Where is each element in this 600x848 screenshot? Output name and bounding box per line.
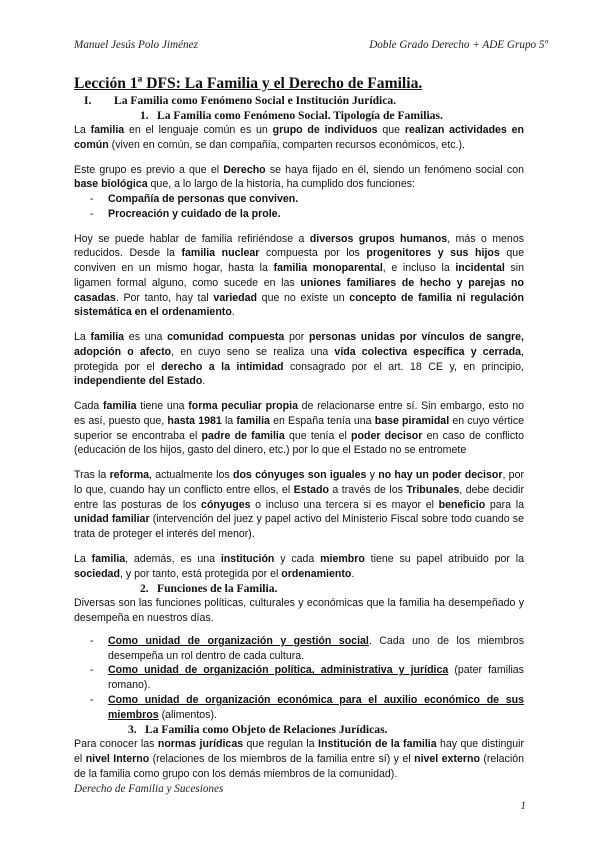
bold-term: miembro (320, 552, 365, 565)
text-run: , además, es una (125, 552, 221, 565)
text-run: Este grupo es previo a que el (74, 163, 224, 176)
text-run: (intervención del juez y papel activo del Ministerio Fiscal sobre todo cuando se trata de proteger el interés del menor). (74, 513, 524, 540)
bold-term: padre de familia (201, 429, 285, 442)
text-run: en cuyo vértice superior se encontraba el (74, 414, 525, 442)
text-run: y cada (274, 552, 321, 565)
bold-term: familia (90, 331, 125, 343)
list-item: - Como unidad de organización y gestión social. Cada uno de los miembros desempeña un rol dentro de cada cultura. (74, 634, 524, 664)
paragraph-6 (74, 468, 524, 542)
text-run: la (221, 414, 237, 427)
text-run: compuesta por los (259, 247, 367, 260)
lesson-title: Lección 1ª DFS: La Familia y el Derecho de Familia. (74, 75, 423, 92)
text-run: . (231, 306, 235, 319)
footer-subject: Derecho de Familia y Sucesiones (74, 783, 224, 795)
bold-term: forma peculiar propia (188, 400, 298, 412)
bold-term: derecho a la intimidad (161, 360, 284, 373)
text-run: tiene su papel atribuido por la (364, 552, 524, 565)
text-run: en España tenía una (269, 414, 375, 427)
text-run: es una (124, 331, 168, 343)
bold-term: familia (91, 552, 126, 565)
text-run: en el lenguaje común es un (124, 124, 273, 136)
text-run: que (377, 124, 405, 136)
text-run: Hoy se puede hablar de familia refiriéndose a (74, 232, 310, 245)
bold-term: institución (220, 552, 275, 565)
text-run: , protegida por el (74, 345, 524, 373)
bold-term: incidental (455, 262, 505, 274)
text-run: en caso de conflicto (educación de los hijos, gasto del dinero, etc.) por lo que el Estado no se entromete (74, 429, 524, 457)
text-run: (relación de la familia como grupo con los demás miembros de la comunidad). (74, 753, 524, 780)
text-run: . (202, 375, 206, 388)
text-run: hay que distinguir el (74, 738, 525, 765)
text-run: La (74, 331, 91, 343)
bold-term: familia monoparental (273, 262, 383, 274)
subsection-number: 2. (140, 582, 149, 596)
bold-term: vida colectiva específica y cerrada (334, 345, 522, 358)
paragraph-1 (74, 123, 524, 153)
text-run: Para conocer las (74, 738, 158, 751)
section-label: La Familia como Fenómeno Social e Institución Jurídica. (114, 94, 397, 107)
subsection-label: La Familia como Objeto de Relaciones Jurídicas. (145, 723, 388, 737)
bold-term: unidad familiar (74, 513, 150, 526)
text-run: sin ligamen formal alguno, como sucede en las (74, 262, 524, 289)
paragraph-2 (74, 163, 524, 193)
section-heading-1 (74, 93, 524, 108)
text-run: que tenía el (284, 429, 352, 442)
text-run: , y por tanto, está protegida por el (119, 567, 282, 580)
section-number: I. (84, 94, 92, 107)
header-author: Manuel Jesús Polo Jiménez (74, 39, 198, 51)
text-run: La (74, 552, 92, 565)
text-run: (relaciones de los miembros de la familia entre sí) y el (149, 753, 415, 765)
text-run: , por lo que, cuando hay un conflicto entre ellos, el (74, 469, 524, 496)
bold-term: base biológica (74, 178, 148, 191)
paragraph-9 (74, 737, 524, 781)
text-run: , más o menos reducidos. Desde la (74, 232, 525, 260)
paragraph-5 (74, 399, 524, 458)
paragraph-7 (74, 552, 524, 582)
bold-term: cónyuges (201, 498, 251, 511)
page-number: 1 (520, 800, 526, 812)
bold-term: no hay un poder decisor (378, 469, 503, 481)
text-run: o incluso una tercera si es mayor el (250, 498, 439, 511)
paragraph-3 (74, 232, 524, 321)
list-item: - Procreación y cuidado de la prole. (74, 207, 524, 222)
paragraph-8: Diversas son las funciones políticas, culturales y económicas que la familia ha desempeñado y desempeña en nuestros días. (74, 597, 524, 624)
text-run: , en cuyo seno se realiza una (171, 345, 335, 358)
bold-term: familia (90, 124, 125, 136)
text-run: , actualmente los (149, 469, 233, 481)
text-run: por (284, 331, 310, 343)
bold-term: realizan actividades en común (74, 124, 524, 151)
text-run: La (74, 124, 91, 136)
subsection-label: Funciones de la Familia. (157, 582, 278, 596)
text-run: , e incluso la (382, 262, 456, 274)
text-run: tiene una (136, 400, 189, 412)
text-run: que no existe un (257, 291, 350, 304)
text-run: , debe decidir entre las posturas de los (74, 483, 524, 511)
bold-term: ordenamiento (281, 567, 352, 580)
document-body (74, 74, 524, 782)
bold-term: progenitores y sus hijos (366, 247, 500, 260)
bold-term: uniones familiares de hecho y parejas no casadas (74, 276, 524, 304)
text-run: que regulan la (243, 738, 319, 751)
bold-term: variedad (213, 291, 257, 304)
text-run: Cada (74, 400, 103, 412)
bold-term: hasta 1981 (167, 414, 222, 427)
bold-term: nivel externo (414, 753, 480, 765)
text-run: (viven en común, se dan compañía, comparten recursos económicos, etc.). (108, 138, 465, 151)
text-run: Tras la (74, 469, 110, 481)
bold-term: comunidad compuesta (167, 331, 285, 343)
bold-term: diversos grupos humanos (309, 232, 448, 245)
roles-list (74, 634, 524, 723)
bold-term: beneficio (438, 498, 486, 511)
subsection-number: 3. (128, 723, 137, 737)
bold-term: normas jurídicas (157, 738, 244, 751)
bold-term: nivel Interno (85, 753, 150, 765)
bold-term: Tribunales (406, 483, 460, 496)
bold-term: independiente del Estado (74, 375, 203, 388)
bold-term: poder decisor (351, 429, 423, 442)
bold-term: Institución de la familia (318, 738, 437, 751)
text-run: que, a lo largo de la historia, ha cumplido dos funciones: (147, 178, 415, 191)
bold-term: grupo de individuos (272, 124, 378, 136)
list-item: - Como unidad de organización económica para el auxilio económico de sus miembros (alimentos). (74, 693, 524, 723)
text-run: consagrado por el art. 18 CE y, en principio, (283, 360, 524, 373)
subsection-label: La Familia como Fenómeno Social. Tipología de Familias. (157, 109, 443, 122)
functions-list (74, 192, 524, 222)
subsection-heading-2 (74, 581, 524, 596)
bold-term: concepto de familia ni regulación sistemática en el ordenamiento (74, 291, 524, 319)
subsection-heading-1 (74, 108, 524, 123)
bold-term: Derecho (223, 163, 266, 176)
bold-term: Estado (293, 483, 329, 496)
subsection-number: 1. (140, 109, 149, 122)
bold-term: base piramidal (374, 414, 450, 427)
header-course: Doble Grado Derecho + ADE Grupo 5º (369, 39, 548, 51)
text-run: para la (485, 498, 524, 511)
text-run: de relacionarse entre sí. Sin embargo, esto no es así, puesto que, (74, 400, 524, 427)
text-run: se haya fijado en él, siendo un fenómeno social con (265, 163, 524, 176)
bold-term: familia (103, 400, 137, 412)
text-run: a través de los (328, 483, 407, 496)
bold-term: personas unidas por vínculos de sangre, adopción o afecto (74, 331, 524, 358)
bold-term: reforma (109, 469, 150, 481)
list-item: - Compañía de personas que conviven. (74, 192, 524, 207)
bold-term: familia (236, 414, 270, 427)
bold-term: familia nuclear (181, 247, 260, 260)
bold-term: sociedad (74, 567, 120, 580)
subsection-heading-3 (74, 722, 524, 737)
text-run: que conviven en un mismo hogar, hasta la (74, 247, 525, 274)
text-run: y (366, 469, 379, 481)
text-run: . (351, 567, 355, 580)
paragraph-4 (74, 330, 524, 389)
bold-term: dos cónyuges son iguales (232, 469, 367, 481)
list-item: - Como unidad de organización política, administrativa y jurídica (pater familias romano). (74, 663, 524, 693)
text-run: . Por tanto, hay tal (115, 291, 214, 304)
